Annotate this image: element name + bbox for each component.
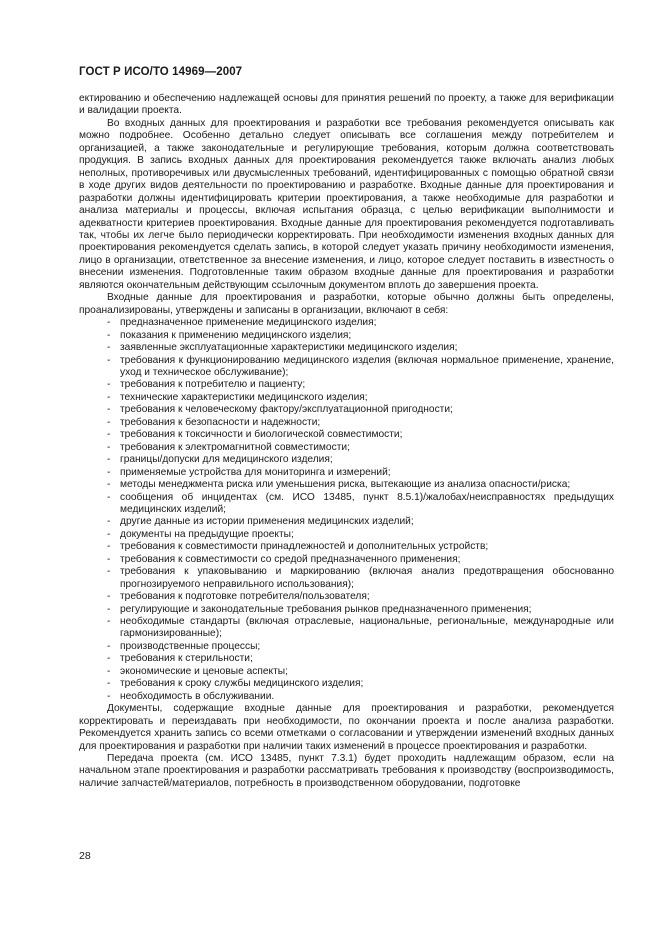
list-item-text: требования к сроку службы медицинского изделия; <box>120 678 364 690</box>
list-item-text: требования к безопасности и надежности; <box>120 416 321 428</box>
list-item-text: требования к электромагнитной совместимости; <box>120 441 350 453</box>
list-bullet: - <box>107 454 111 466</box>
list-bullet: - <box>107 528 111 540</box>
list-item <box>79 516 614 528</box>
list-item-text: требования к функционированию медицинского изделия (включая нормальное применение, хранение, уход и техническое обслуживание); <box>120 354 614 378</box>
list-item <box>79 479 614 491</box>
list-item-text: необходимость в обслуживании. <box>120 690 275 702</box>
list-item-text: показания к применению медицинского изделия; <box>120 329 352 341</box>
list-item <box>79 379 614 391</box>
paragraph-continuation: ектированию и обеспечению надлежащей основы для принятия решений по проекту, а также для верификации и валидации проекта. <box>79 93 614 117</box>
document-header: ГОСТ Р ИСО/ТО 14969—2007 <box>79 66 243 78</box>
list-bullet: - <box>107 329 111 341</box>
list-item <box>79 653 614 665</box>
paragraph-list-intro: Входные данные для проектирования и разработки, которые обычно должны быть определены, проанализированы, утверждены и записаны в организации, включают в себя: <box>79 292 614 316</box>
list-item <box>79 404 614 416</box>
list-item-text: требования к токсичности и биологической совместимости; <box>120 429 403 441</box>
list-bullet: - <box>107 653 111 665</box>
list-bullet: - <box>107 429 111 441</box>
list-bullet: - <box>107 416 111 428</box>
list-bullet: - <box>107 665 111 677</box>
list-bullet: - <box>107 690 111 702</box>
list-item <box>79 342 614 354</box>
list-item <box>79 541 614 553</box>
list-item <box>79 429 614 441</box>
list-bullet: - <box>107 354 111 366</box>
list-item-text: документы на предыдущие проекты; <box>120 528 294 540</box>
list-item-text: применяемые устройства для мониторинга и измерений; <box>120 466 391 478</box>
list-item <box>79 678 614 690</box>
list-item-text: методы менеджмента риска или уменьшения риска, вытекающие из анализа опасности/риска; <box>120 479 571 491</box>
list-bullet: - <box>107 603 111 615</box>
list-bullet: - <box>107 342 111 354</box>
paragraph-design-transfer: Передача проекта (см. ИСО 13485, пункт 7.3.1) будет проходить надлежащим образом, если на начальном этапе проектирования и разработки рассматривать требования к производству (воспроизводимость, наличие запчастей/материалов, потребность в производственном оборудовании, подготовке <box>79 753 614 789</box>
list-item <box>79 529 614 541</box>
list-item <box>79 604 614 616</box>
list-bullet: - <box>107 678 111 690</box>
list-item <box>79 616 614 641</box>
list-item-text: требования к совместимости со средой предназначенного применения; <box>120 553 461 565</box>
paragraph-documents: Документы, содержащие входные данные для проектирования и разработки, рекомендуется корректировать и переиздавать при необходимости, по окончании проекта и после анализа разработки. Рекомендуется хранить запись со всеми отметками о согласовании и утверждении изменений входных данных для проектирования и разработки при наличии таких изменений в процессе проектирования и разработки. <box>79 703 614 752</box>
list-item-text: производственные процессы; <box>120 640 261 652</box>
list-bullet: - <box>107 479 111 491</box>
list-bullet: - <box>107 491 111 503</box>
list-item-text: технические характеристики медицинского изделия; <box>120 391 368 403</box>
list-item <box>79 355 614 380</box>
list-bullet: - <box>107 566 111 578</box>
list-item-text: требования к подготовке потребителя/пользователя; <box>120 591 370 603</box>
list-item <box>79 454 614 466</box>
list-item <box>79 691 614 703</box>
list-item-text: предназначенное применение медицинского изделия; <box>120 317 377 329</box>
list-item <box>79 591 614 603</box>
list-item <box>79 492 614 517</box>
list-item-text: экономические и ценовые аспекты; <box>120 665 288 677</box>
list-item <box>79 392 614 404</box>
list-bullet: - <box>107 391 111 403</box>
requirements-list <box>79 317 614 703</box>
list-bullet: - <box>107 317 111 329</box>
list-bullet: - <box>107 591 111 603</box>
list-item-text: необходимые стандарты (включая отраслевые, национальные, региональные, международные или гармонизированные); <box>120 616 614 640</box>
list-item <box>79 467 614 479</box>
list-bullet: - <box>107 379 111 391</box>
list-item-text: заявленные эксплуатационные характеристики медицинского изделия; <box>120 342 458 354</box>
list-bullet: - <box>107 553 111 565</box>
list-item <box>79 666 614 678</box>
list-bullet: - <box>107 640 111 652</box>
list-bullet: - <box>107 441 111 453</box>
list-item-text: сообщения об инцидентах (см. ИСО 13485, пункт 8.5.1)/жалобах/неисправностях предыдущих медицинских изделий; <box>120 491 614 515</box>
list-item <box>79 442 614 454</box>
list-item-text: границы/допуски для медицинского изделия; <box>120 454 333 466</box>
list-bullet: - <box>107 466 111 478</box>
list-item-text: требования к совместимости принадлежностей и дополнительных устройств; <box>120 541 489 553</box>
list-item <box>79 554 614 566</box>
list-bullet: - <box>107 404 111 416</box>
list-bullet: - <box>107 516 111 528</box>
list-item <box>79 317 614 329</box>
page-number: 28 <box>79 850 91 862</box>
document-body <box>79 93 614 790</box>
list-bullet: - <box>107 541 111 553</box>
list-item-text: требования к стерильности; <box>120 653 253 665</box>
list-item-text: требования к упаковыванию и маркированию (включая анализ предотвращения обоснованно прогнозируемого неправильного использования); <box>120 566 614 590</box>
paragraph-design-inputs: Во входных данных для проектирования и разработки все требования рекомендуется описывать как можно подробнее. Особенно детально следует описывать все соглашения между потребителем и организацией, а также законодательные и регулирующие требования, которым должна соответствовать продукция. В запись входных данных для проектирования рекомендуется также включать анализ любых неполных, противоречивых или двусмысленных требований, идентифицированных с помощью обратной связи в ходе других видов деятельности по проектированию и разработке. Входные данные для проектирования и разработки должны идентифицировать критерии проектирования, а также необходимые для разработки и анализа материалы и процессы, включая испытания образца, с целью верификации выполнимости и адекватности критериев проектирования. Входные данные для проектирования рекомендуется подготавливать так, чтобы их легче было периодически корректировать. При необходимости изменения входных данных для проектирования рекомендуется сделать запись, в которой следует указать причину необходимости изменения, лицо в организации, ответственное за внесение изменения, и лицо, которое следует поставить в известность о внесении изменения. Подготовленные таким образом входные данные для проектирования и разработки являются окончательным действующим ссылочным документом вплоть до завершения проекта. <box>79 117 614 291</box>
list-item <box>79 641 614 653</box>
list-item <box>79 417 614 429</box>
list-bullet: - <box>107 616 111 628</box>
list-item-text: требования к потребителю и пациенту; <box>120 379 306 391</box>
list-item-text: регулирующие и законодательные требования рынков предназначенного применения; <box>120 603 532 615</box>
list-item-text: другие данные из истории применения медицинских изделий; <box>120 516 414 528</box>
list-item <box>79 330 614 342</box>
list-item <box>79 566 614 591</box>
list-item-text: требования к человеческому фактору/эксплуатационной пригодности; <box>120 404 453 416</box>
